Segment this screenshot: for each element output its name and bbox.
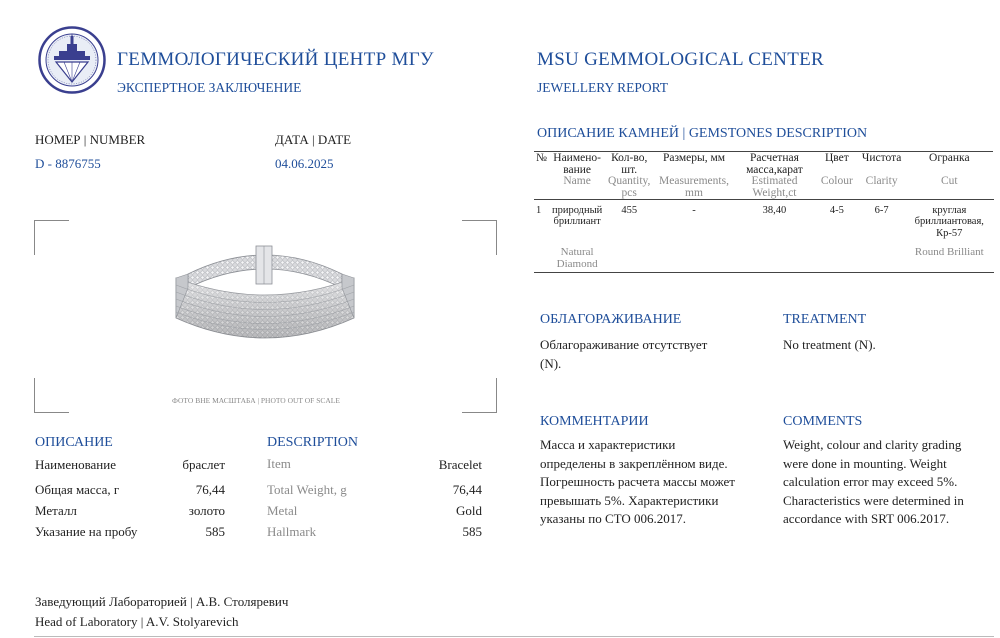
gem-header-en-5: Colour (820, 175, 853, 187)
gem-header-en-7: Cut (940, 175, 958, 187)
gem-cell-clarity: 6-7 (874, 204, 889, 216)
photo-frame-corner-tl (34, 220, 69, 255)
desc-en-label-3: Hallmark (267, 524, 317, 539)
gem-header-en-0 (534, 176, 550, 200)
desc-ru-value-0: браслет (182, 457, 225, 472)
bracelet-photo (170, 240, 360, 355)
treatment-text-en: No treatment (N). (783, 337, 876, 352)
description-en-heading: DESCRIPTION (267, 435, 359, 450)
desc-en-value-2: Gold (456, 503, 482, 518)
desc-en-value-1: 76,44 (452, 482, 482, 497)
gem-header-en-3: Measurements, mm (659, 175, 729, 199)
gem-cell-colour: 4-5 (829, 204, 844, 216)
comments-text-en (783, 436, 964, 529)
gemstones-heading: ОПИСАНИЕ КАМНЕЙ | GEMSTONES DESCRIPTION (537, 126, 868, 141)
comment-ru-line: указаны по СТО 006.2017. (540, 511, 687, 526)
treatment-heading-ru: ОБЛАГОРАЖИВАНИЕ (540, 312, 682, 327)
comment-en-line: were done in mounting. Weight (783, 455, 947, 471)
number-value: D - 8876755 (35, 156, 101, 171)
gem-header-en-2: Quantity, pcs (608, 175, 651, 199)
comment-ru-line: Масса и характеристики (540, 437, 676, 452)
gem-header-ru-5: Цвет (824, 152, 849, 164)
desc-ru-label-2: Металл (35, 503, 77, 518)
comment-ru-line: превышать 5%. Характеристики (540, 492, 719, 508)
description-ru-heading: ОПИСАНИЕ (35, 435, 113, 450)
gem-cell-num: 1 (536, 204, 542, 216)
table-row (534, 205, 994, 240)
gem-header-ru-2: Кол-во, шт. (611, 152, 648, 176)
comments-heading-ru: КОММЕНТАРИИ (540, 414, 649, 429)
desc-en-label-0: Item (267, 456, 291, 471)
comment-en-line: accordance with SRT 006.2017. (783, 511, 950, 526)
gem-cell-cut: круглая бриллиантовая, Кр-57 (914, 204, 984, 239)
photo-frame-corner-tr (462, 220, 497, 255)
desc-ru-label-1: Общая масса, г (35, 482, 120, 497)
treatment-text-ru: Облагораживание отсутствует (N). (540, 337, 708, 371)
gem-cell-measurements: - (692, 204, 696, 216)
comment-en-line: calculation error may exceed 5%. (783, 474, 958, 489)
gemstones-table (534, 152, 994, 273)
title-ru: ГЕММОЛОГИЧЕСКИЙ ЦЕНТР МГУ (117, 49, 434, 70)
gem-header-en-1: Name (563, 175, 591, 187)
signature-ru: Заведующий Лабораторией | А.В. Столяревич (35, 594, 289, 609)
desc-ru-value-3: 585 (205, 524, 225, 539)
date-label: ДАТА | DATE (275, 132, 352, 147)
comment-en-line: Weight, colour and clarity grading (783, 437, 962, 452)
comment-ru-line: Погрешность расчета массы может (540, 474, 735, 489)
photo-frame-corner-br (462, 378, 497, 413)
signature-en: Head of Laboratory | A.V. Stolyarevich (35, 614, 239, 629)
desc-ru-value-2: золото (188, 503, 225, 518)
gem-header-ru-6: Чистота (861, 152, 902, 164)
comment-ru-line: определены в закреплённом виде. (540, 455, 728, 471)
comments-heading-en: COMMENTS (783, 414, 863, 429)
gem-header-ru-0: № (536, 152, 547, 164)
subtitle-ru: ЭКСПЕРТНОЕ ЗАКЛЮЧЕНИЕ (117, 80, 302, 95)
gem-header-ru-7: Огранка (929, 152, 970, 164)
desc-en-value-0: Bracelet (438, 457, 482, 472)
photo-frame-corner-bl (34, 378, 69, 413)
desc-ru-label-0: Наименование (35, 457, 116, 472)
gem-cell-name-en: Natural Diamond (556, 246, 598, 270)
gem-header-ru-1: Наимено-вание (553, 152, 601, 176)
title-en: MSU GEMMOLOGICAL CENTER (537, 49, 824, 70)
gem-cell-quantity: 455 (621, 204, 638, 216)
gem-header-en-4: Estimated Weight,ct (751, 175, 798, 199)
bottom-divider (34, 636, 994, 637)
date-value: 04.06.2025 (275, 156, 334, 171)
gem-cell-weight: 38,40 (762, 204, 787, 216)
desc-ru-label-3: Указание на пробу (35, 524, 138, 539)
photo-caption: ФОТО ВНЕ МАСШТАБА | PHOTO OUT OF SCALE (172, 396, 340, 405)
gem-cell-name: природный бриллиант (551, 204, 603, 227)
treatment-heading-en: TREATMENT (783, 312, 867, 327)
desc-en-label-2: Metal (267, 503, 298, 518)
number-label: НОМЕР | NUMBER (35, 132, 146, 147)
comments-text-ru (540, 436, 735, 529)
desc-ru-value-1: 76,44 (195, 482, 225, 497)
msu-logo-seal-icon (38, 26, 106, 94)
desc-en-value-3: 585 (462, 524, 482, 539)
gem-header-ru-4: Расчетная масса,карат (746, 152, 803, 176)
gem-header-en-6: Clarity (865, 175, 898, 187)
gem-header-ru-3: Размеры, мм (662, 152, 726, 164)
comment-en-line: Characteristics were determined in (783, 492, 964, 508)
gem-cell-cut-en: Round Brilliant (914, 246, 984, 258)
desc-en-label-1: Total Weight, g (267, 482, 347, 497)
subtitle-en: JEWELLERY REPORT (537, 80, 669, 95)
